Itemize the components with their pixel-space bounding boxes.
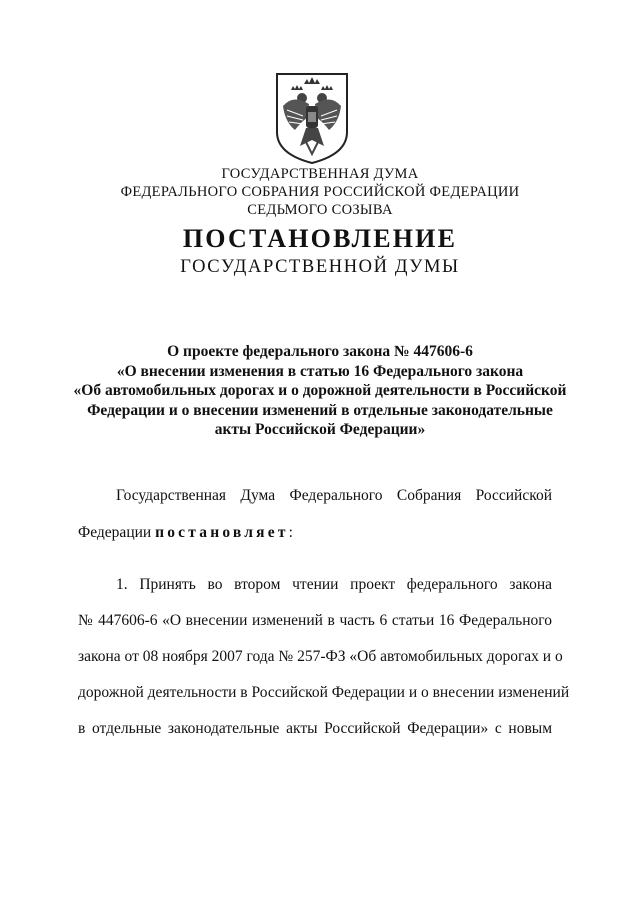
russian-coat-of-arms-icon <box>273 70 351 166</box>
document-issuer: ГОСУДАРСТВЕННОЙ ДУМЫ <box>180 257 460 277</box>
header-line-2: ФЕДЕРАЛЬНОГО СОБРАНИЯ РОССИЙСКОЙ ФЕДЕРАЦИИ <box>120 184 520 200</box>
preamble-decision-word: постановляет <box>155 524 289 541</box>
document-type: ПОСТАНОВЛЕНИЕ <box>182 224 458 253</box>
title-line: О проекте федерального закона № 447606-6 <box>167 343 473 360</box>
title-line: Федерации и о внесении изменений в отдельные законодательные <box>87 401 553 419</box>
preamble-line-2 <box>78 523 552 543</box>
document-title <box>0 342 640 440</box>
preamble-colon: : <box>288 524 293 541</box>
header-line-1: ГОСУДАРСТВЕННАЯ ДУМА <box>221 166 419 182</box>
paragraph-line: в отдельные законодательные акты Российской Федерации» с новым <box>78 720 552 737</box>
header-line-3: СЕДЬМОГО СОЗЫВА <box>247 202 393 218</box>
paragraph-line: дорожной деятельности в Российской Федерации и о внесении изменений <box>78 684 570 701</box>
title-line: акты Российской Федерации» <box>214 421 426 438</box>
paragraph-line: 1. Принять во втором чтении проект федерального закона <box>116 576 552 593</box>
paragraph-line: № 447606-6 «О внесении изменений в часть 6 статьи 16 Федерального <box>78 612 552 629</box>
title-line: «О внесении изменения в статью 16 Федерального закона <box>116 362 524 380</box>
preamble-line-1: Государственная Дума Федерального Собрания Российской <box>116 487 552 504</box>
preamble-text: Федерации <box>78 524 156 541</box>
paragraph-line: закона от 08 ноября 2007 года № 257-ФЗ «Об автомобильных дорогах и о <box>78 648 563 665</box>
title-line: «Об автомобильных дорогах и о дорожной деятельности в Российской <box>73 382 567 399</box>
